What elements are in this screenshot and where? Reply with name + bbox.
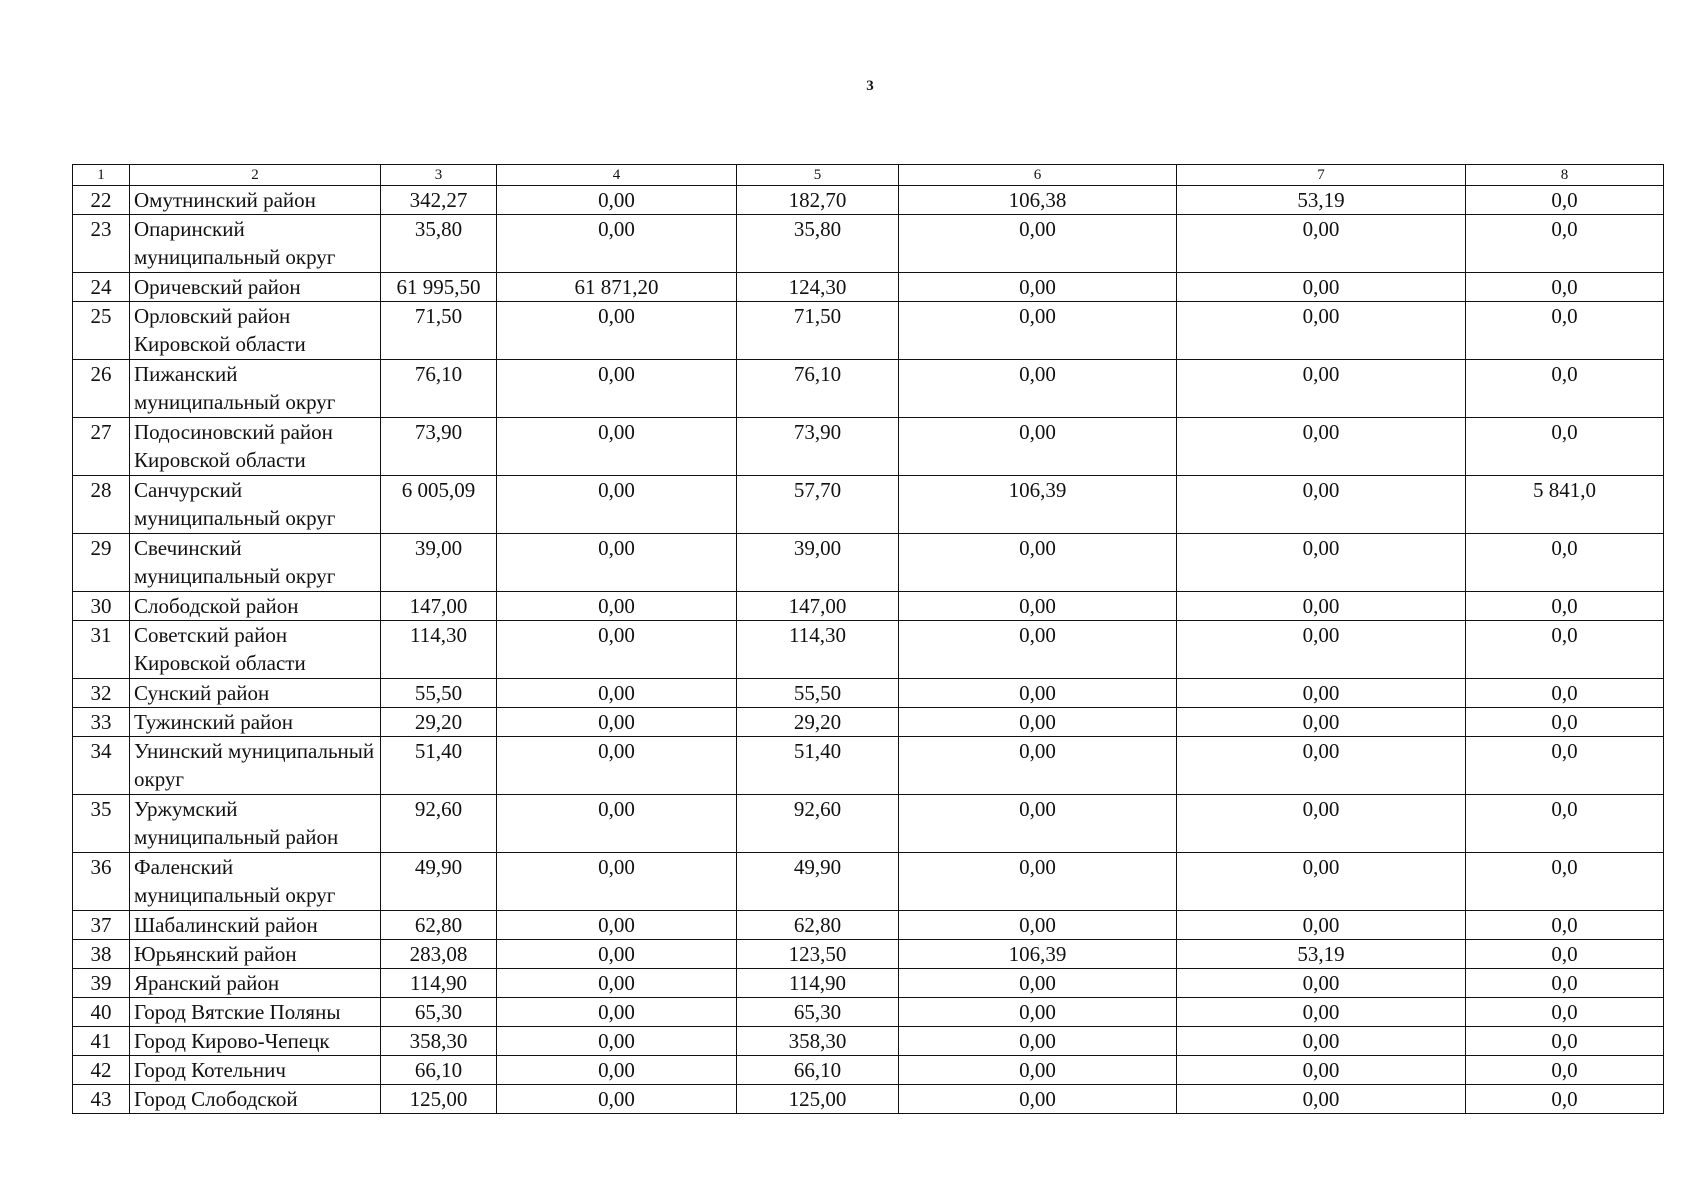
value-cell-col-8: 0,0 [1466, 418, 1664, 476]
value-cell-col-7: 0,00 [1177, 360, 1466, 418]
value-cell-col-5: 114,30 [737, 621, 899, 679]
value-cell-col-6: 0,00 [899, 1085, 1177, 1114]
value-cell-col-3: 29,20 [381, 708, 497, 737]
table-row [73, 592, 1664, 621]
value-cell-col-4: 0,00 [497, 215, 737, 273]
value-cell-col-4: 0,00 [497, 621, 737, 679]
value-cell-col-6: 0,00 [899, 795, 1177, 853]
value-cell-col-3: 147,00 [381, 592, 497, 621]
value-cell-col-8: 0,0 [1466, 969, 1664, 998]
table-row [73, 1056, 1664, 1085]
row-number-cell: 22 [73, 186, 130, 215]
district-name-cell: Свечинский муниципальный округ [130, 534, 381, 592]
table-row [73, 360, 1664, 418]
value-cell-col-4: 0,00 [497, 476, 737, 534]
district-name-cell: Пижанский муниципальный округ [130, 360, 381, 418]
column-header-3: 3 [381, 165, 497, 186]
value-cell-col-8: 0,0 [1466, 186, 1664, 215]
value-cell-col-4: 0,00 [497, 737, 737, 795]
value-cell-col-5: 39,00 [737, 534, 899, 592]
value-cell-col-3: 114,30 [381, 621, 497, 679]
value-cell-col-8: 0,0 [1466, 1027, 1664, 1056]
value-cell-col-6: 0,00 [899, 679, 1177, 708]
value-cell-col-3: 55,50 [381, 679, 497, 708]
value-cell-col-3: 342,27 [381, 186, 497, 215]
table-row [73, 215, 1664, 273]
value-cell-col-4: 0,00 [497, 911, 737, 940]
district-name-cell: Сунский район [130, 679, 381, 708]
table-row [73, 273, 1664, 302]
value-cell-col-3: 51,40 [381, 737, 497, 795]
table-row [73, 679, 1664, 708]
value-cell-col-4: 0,00 [497, 853, 737, 911]
table-row [73, 476, 1664, 534]
value-cell-col-3: 49,90 [381, 853, 497, 911]
column-header-6: 6 [899, 165, 1177, 186]
value-cell-col-4: 0,00 [497, 969, 737, 998]
value-cell-col-5: 29,20 [737, 708, 899, 737]
column-number-row [73, 165, 1664, 186]
row-number-cell: 38 [73, 940, 130, 969]
value-cell-col-6: 0,00 [899, 737, 1177, 795]
value-cell-col-7: 0,00 [1177, 476, 1466, 534]
district-name-cell: Тужинский район [130, 708, 381, 737]
row-number-cell: 35 [73, 795, 130, 853]
value-cell-col-7: 0,00 [1177, 1085, 1466, 1114]
table-row [73, 737, 1664, 795]
row-number-cell: 36 [73, 853, 130, 911]
row-number-cell: 27 [73, 418, 130, 476]
value-cell-col-3: 92,60 [381, 795, 497, 853]
value-cell-col-5: 71,50 [737, 302, 899, 360]
district-name-cell: Шабалинский район [130, 911, 381, 940]
district-name-cell: Советский район Кировской области [130, 621, 381, 679]
value-cell-col-6: 0,00 [899, 969, 1177, 998]
value-cell-col-8: 0,0 [1466, 940, 1664, 969]
value-cell-col-5: 358,30 [737, 1027, 899, 1056]
row-number-cell: 43 [73, 1085, 130, 1114]
value-cell-col-8: 0,0 [1466, 853, 1664, 911]
value-cell-col-3: 114,90 [381, 969, 497, 998]
column-header-7: 7 [1177, 165, 1466, 186]
value-cell-col-6: 0,00 [899, 911, 1177, 940]
district-name-cell: Юрьянский район [130, 940, 381, 969]
district-name-cell: Омутнинский район [130, 186, 381, 215]
value-cell-col-5: 35,80 [737, 215, 899, 273]
table-row [73, 534, 1664, 592]
table-row [73, 998, 1664, 1027]
district-name-cell: Яранский район [130, 969, 381, 998]
value-cell-col-7: 0,00 [1177, 911, 1466, 940]
value-cell-col-6: 0,00 [899, 998, 1177, 1027]
value-cell-col-5: 92,60 [737, 795, 899, 853]
value-cell-col-6: 106,39 [899, 940, 1177, 969]
value-cell-col-3: 66,10 [381, 1056, 497, 1085]
value-cell-col-4: 0,00 [497, 708, 737, 737]
value-cell-col-6: 0,00 [899, 215, 1177, 273]
value-cell-col-7: 0,00 [1177, 853, 1466, 911]
row-number-cell: 31 [73, 621, 130, 679]
value-cell-col-5: 62,80 [737, 911, 899, 940]
district-name-cell: Фаленский муниципальный округ [130, 853, 381, 911]
value-cell-col-3: 71,50 [381, 302, 497, 360]
value-cell-col-5: 66,10 [737, 1056, 899, 1085]
value-cell-col-3: 125,00 [381, 1085, 497, 1114]
value-cell-col-5: 147,00 [737, 592, 899, 621]
value-cell-col-8: 5 841,0 [1466, 476, 1664, 534]
value-cell-col-7: 0,00 [1177, 534, 1466, 592]
table-row [73, 302, 1664, 360]
value-cell-col-8: 0,0 [1466, 679, 1664, 708]
value-cell-col-5: 182,70 [737, 186, 899, 215]
value-cell-col-7: 53,19 [1177, 940, 1466, 969]
budget-table [72, 164, 1664, 1114]
table-body [73, 186, 1664, 1114]
value-cell-col-5: 125,00 [737, 1085, 899, 1114]
district-name-cell: Город Котельнич [130, 1056, 381, 1085]
value-cell-col-6: 0,00 [899, 534, 1177, 592]
value-cell-col-5: 57,70 [737, 476, 899, 534]
value-cell-col-7: 0,00 [1177, 998, 1466, 1027]
value-cell-col-6: 0,00 [899, 302, 1177, 360]
value-cell-col-3: 76,10 [381, 360, 497, 418]
row-number-cell: 25 [73, 302, 130, 360]
value-cell-col-4: 0,00 [497, 1027, 737, 1056]
district-name-cell: Город Кирово-Чепецк [130, 1027, 381, 1056]
row-number-cell: 29 [73, 534, 130, 592]
value-cell-col-7: 0,00 [1177, 795, 1466, 853]
value-cell-col-7: 53,19 [1177, 186, 1466, 215]
district-name-cell: Опаринский муниципальный округ [130, 215, 381, 273]
value-cell-col-4: 0,00 [497, 679, 737, 708]
value-cell-col-3: 61 995,50 [381, 273, 497, 302]
table-row [73, 1027, 1664, 1056]
table-row [73, 708, 1664, 737]
table-row [73, 795, 1664, 853]
district-name-cell: Город Слободской [130, 1085, 381, 1114]
district-name-cell: Город Вятские Поляны [130, 998, 381, 1027]
value-cell-col-8: 0,0 [1466, 215, 1664, 273]
value-cell-col-4: 0,00 [497, 1056, 737, 1085]
table-row [73, 418, 1664, 476]
value-cell-col-8: 0,0 [1466, 998, 1664, 1027]
value-cell-col-3: 62,80 [381, 911, 497, 940]
value-cell-col-7: 0,00 [1177, 708, 1466, 737]
value-cell-col-6: 0,00 [899, 853, 1177, 911]
value-cell-col-4: 0,00 [497, 795, 737, 853]
value-cell-col-5: 51,40 [737, 737, 899, 795]
column-header-8: 8 [1466, 165, 1664, 186]
table-row [73, 621, 1664, 679]
page-number: 3 [866, 78, 874, 94]
value-cell-col-7: 0,00 [1177, 621, 1466, 679]
value-cell-col-3: 6 005,09 [381, 476, 497, 534]
row-number-cell: 39 [73, 969, 130, 998]
value-cell-col-6: 0,00 [899, 592, 1177, 621]
column-header-4: 4 [497, 165, 737, 186]
value-cell-col-7: 0,00 [1177, 737, 1466, 795]
value-cell-col-7: 0,00 [1177, 302, 1466, 360]
district-name-cell: Унинский муниципальный округ [130, 737, 381, 795]
value-cell-col-6: 0,00 [899, 1056, 1177, 1085]
row-number-cell: 26 [73, 360, 130, 418]
value-cell-col-3: 65,30 [381, 998, 497, 1027]
district-name-cell: Орловский район Кировской области [130, 302, 381, 360]
value-cell-col-8: 0,0 [1466, 621, 1664, 679]
value-cell-col-6: 0,00 [899, 360, 1177, 418]
value-cell-col-3: 283,08 [381, 940, 497, 969]
value-cell-col-4: 0,00 [497, 418, 737, 476]
value-cell-col-8: 0,0 [1466, 360, 1664, 418]
value-cell-col-5: 123,50 [737, 940, 899, 969]
value-cell-col-6: 0,00 [899, 1027, 1177, 1056]
value-cell-col-5: 76,10 [737, 360, 899, 418]
row-number-cell: 33 [73, 708, 130, 737]
value-cell-col-8: 0,0 [1466, 302, 1664, 360]
value-cell-col-7: 0,00 [1177, 215, 1466, 273]
district-name-cell: Слободской район [130, 592, 381, 621]
table-row [73, 1085, 1664, 1114]
table-row [73, 186, 1664, 215]
row-number-cell: 34 [73, 737, 130, 795]
value-cell-col-5: 55,50 [737, 679, 899, 708]
value-cell-col-3: 35,80 [381, 215, 497, 273]
value-cell-col-4: 0,00 [497, 302, 737, 360]
value-cell-col-8: 0,0 [1466, 737, 1664, 795]
district-name-cell: Подосиновский район Кировской области [130, 418, 381, 476]
table-row [73, 853, 1664, 911]
value-cell-col-8: 0,0 [1466, 1056, 1664, 1085]
column-header-2: 2 [130, 165, 381, 186]
value-cell-col-6: 0,00 [899, 418, 1177, 476]
value-cell-col-6: 0,00 [899, 708, 1177, 737]
table-row [73, 911, 1664, 940]
value-cell-col-8: 0,0 [1466, 592, 1664, 621]
column-header-5: 5 [737, 165, 899, 186]
value-cell-col-4: 61 871,20 [497, 273, 737, 302]
value-cell-col-7: 0,00 [1177, 1027, 1466, 1056]
value-cell-col-6: 106,39 [899, 476, 1177, 534]
value-cell-col-8: 0,0 [1466, 708, 1664, 737]
value-cell-col-4: 0,00 [497, 360, 737, 418]
row-number-cell: 40 [73, 998, 130, 1027]
value-cell-col-4: 0,00 [497, 998, 737, 1027]
row-number-cell: 24 [73, 273, 130, 302]
table-row [73, 940, 1664, 969]
value-cell-col-4: 0,00 [497, 940, 737, 969]
value-cell-col-3: 39,00 [381, 534, 497, 592]
value-cell-col-6: 0,00 [899, 621, 1177, 679]
value-cell-col-4: 0,00 [497, 534, 737, 592]
value-cell-col-6: 0,00 [899, 273, 1177, 302]
value-cell-col-8: 0,0 [1466, 911, 1664, 940]
value-cell-col-5: 49,90 [737, 853, 899, 911]
value-cell-col-7: 0,00 [1177, 418, 1466, 476]
value-cell-col-3: 73,90 [381, 418, 497, 476]
value-cell-col-4: 0,00 [497, 1085, 737, 1114]
row-number-cell: 42 [73, 1056, 130, 1085]
value-cell-col-5: 114,90 [737, 969, 899, 998]
row-number-cell: 32 [73, 679, 130, 708]
value-cell-col-7: 0,00 [1177, 1056, 1466, 1085]
table-row [73, 969, 1664, 998]
row-number-cell: 41 [73, 1027, 130, 1056]
value-cell-col-8: 0,0 [1466, 1085, 1664, 1114]
row-number-cell: 37 [73, 911, 130, 940]
value-cell-col-5: 65,30 [737, 998, 899, 1027]
value-cell-col-7: 0,00 [1177, 592, 1466, 621]
value-cell-col-8: 0,0 [1466, 273, 1664, 302]
value-cell-col-5: 73,90 [737, 418, 899, 476]
district-name-cell: Санчурский муниципальный округ [130, 476, 381, 534]
row-number-cell: 23 [73, 215, 130, 273]
row-number-cell: 30 [73, 592, 130, 621]
row-number-cell: 28 [73, 476, 130, 534]
value-cell-col-3: 358,30 [381, 1027, 497, 1056]
value-cell-col-7: 0,00 [1177, 969, 1466, 998]
value-cell-col-7: 0,00 [1177, 679, 1466, 708]
value-cell-col-6: 106,38 [899, 186, 1177, 215]
value-cell-col-7: 0,00 [1177, 273, 1466, 302]
district-name-cell: Оричевский район [130, 273, 381, 302]
value-cell-col-4: 0,00 [497, 592, 737, 621]
column-header-1: 1 [73, 165, 130, 186]
district-name-cell: Уржумский муниципальный район [130, 795, 381, 853]
value-cell-col-5: 124,30 [737, 273, 899, 302]
value-cell-col-8: 0,0 [1466, 534, 1664, 592]
value-cell-col-4: 0,00 [497, 186, 737, 215]
value-cell-col-8: 0,0 [1466, 795, 1664, 853]
